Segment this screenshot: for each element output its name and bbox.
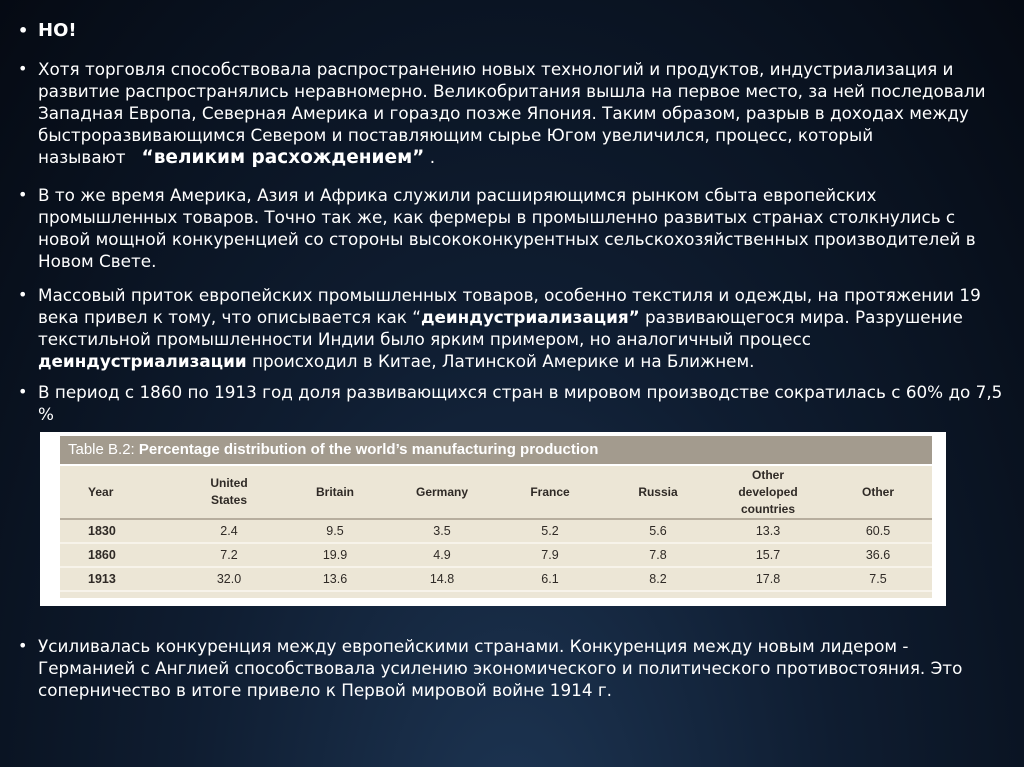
table-cell: 3.5 [388,519,496,543]
table-cell: 4.9 [388,543,496,567]
table-cell: 7.5 [824,567,932,591]
table-cell: 9.5 [282,519,388,543]
table-cell: 2.4 [176,519,282,543]
column-header: Russia [604,466,712,519]
column-header [712,466,824,519]
bullet-text: В период с 1860 по 1913 год доля развивающихся стран в мировом производстве сократилась с 60% до 7,5 % [38,382,1003,424]
column-header: Britain [282,466,388,519]
table-title: Percentage distribution of the world’s manufacturing production [138,441,599,458]
table-row [60,567,932,591]
bullet-heading [18,20,1008,42]
table-caption [60,436,932,464]
bullet-great-divergence [18,58,1008,169]
table-cell: 32.0 [176,567,282,591]
table-row [60,519,932,543]
table-cell: 36.6 [824,543,932,567]
bullet-dot-icon: • [18,21,29,40]
table-cell: 14.8 [388,567,496,591]
heading-text: НО! [38,20,77,41]
table-label: Table B.2: [68,441,135,458]
table-cell: 6.1 [496,567,604,591]
table-cell: 7.2 [176,543,282,567]
bullet-dot-icon: • [18,636,28,655]
column-header-text: United States [210,476,248,507]
bullet-text [38,284,1008,372]
bullet-text-part: развивающегося мира. Разрушение текстильной промышленности Индии было ярким примером, но аналогичный процесс [38,307,963,349]
emphasis-deindustrialization: деиндустриализация” [420,307,640,327]
bullet-text [38,58,1008,169]
bullet-text: Усиливалась конкуренция между европейскими странами. Конкуренция между новым лидером - Германией с Англией способствовала усилению экономического и политического противостояния. Это соперничество в итоге привело к Первой мировой войне 1914 г. [38,636,963,700]
column-header: Germany [388,466,496,519]
manufacturing-table [60,466,932,592]
table-body [60,466,932,598]
bullet-deindustrialization [18,284,1008,372]
bullet-dot-icon: • [18,185,28,204]
table-cell: 17.8 [712,567,824,591]
table-cell: 13.3 [712,519,824,543]
table-cell-year: 1830 [60,519,176,543]
emphasis-deindustrialization-2: деиндустриализации [38,351,247,371]
table-cell: 7.9 [496,543,604,567]
bullet-text: В то же время Америка, Азия и Африка служили расширяющимся рынком сбыта европейских промышленных товаров. Точно так же, как фермеры в промышленно развитых странах столкнулись с новой мощной конкуренцией со стороны высококонкурентных сельскохозяйственных производителей в Новом Свете. [38,185,976,271]
column-header: Year [60,466,176,519]
table-cell: 60.5 [824,519,932,543]
table-row [60,543,932,567]
manufacturing-table-image [40,432,946,606]
bullet-markets [18,184,1008,272]
column-header [176,466,282,519]
bullet-competition [18,635,1008,701]
bullet-text-part: Массовый приток европейских промышленных товаров, особенно текстиля и одежды, на протяжении 19 века привел к тому, что описывается как “ [38,285,981,327]
bullet-text-part: происходил в Китае, Латинской Америке и на Ближнем. [246,351,755,371]
table-cell: 8.2 [604,567,712,591]
table-header-row [60,466,932,519]
table-cell: 5.6 [604,519,712,543]
bullet-dot-icon: • [18,382,28,401]
table-cell: 15.7 [712,543,824,567]
bullet-dot-icon: • [18,59,28,78]
bullet-dot-icon: • [18,285,28,304]
column-header: Other [824,466,932,519]
table-cell: 19.9 [282,543,388,567]
table-cell: 13.6 [282,567,388,591]
bullet-text-part: . [429,147,436,167]
emphasis-great-divergence: “великим расхождением” [141,147,425,168]
table-cell: 5.2 [496,519,604,543]
table-cell-year: 1860 [60,543,176,567]
table-cell-year: 1913 [60,567,176,591]
table-cell: 7.8 [604,543,712,567]
bullet-share-decline [18,381,1008,425]
column-header-text: Other developed countries [738,467,798,516]
column-header: France [496,466,604,519]
bullet-text-part: Хотя торговля способствовала распространению новых технологий и продуктов, индустриализация и развитие распространялись неравномерно. Великобритания вышла на первое место, за ней последовали Западная Европа, Северная Америка и гораздо позже Япония. Таким образом, разрыв в доходах между быстроразвивающимся Севером и поставляющим сырье Югом увеличился, процесс, который называют [38,59,986,167]
